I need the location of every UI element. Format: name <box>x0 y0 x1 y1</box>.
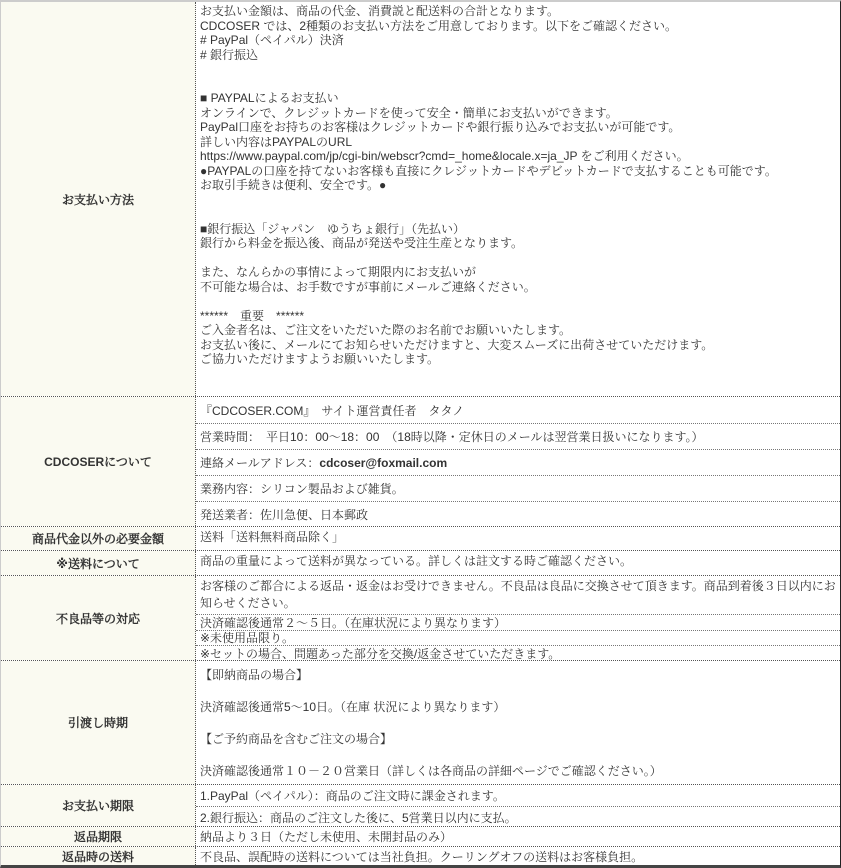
text-line: お支払い後に、メールにてお知らせいただけますと、大変スムーズに出荷させていただけます。 <box>200 337 714 352</box>
text-line: PayPal口座をお持ちのお客様はクレジットカードや銀行振り込みでお支払いが可能です。 <box>200 120 681 134</box>
text-line: 【ご予約商品を含むご注文の場合】 <box>200 732 393 746</box>
business-hours-line: 営業時間： 平日10：00～18：00 （18時以降・定休日のメールは翌営業日扱いになります。） <box>196 423 840 449</box>
contact-email-address: cdcoser@foxmail.com <box>319 455 448 470</box>
text-line <box>200 294 836 309</box>
row-payment-method <box>1 2 840 396</box>
return-shipping-cost-header: 返品時の送料 <box>1 847 196 865</box>
defective-set-policy-line: ※セットの場合、問題あった部分を交換/返金させていただきます。 <box>196 645 840 660</box>
return-deadline-text: 納品より３日（ただし未使用、未開封品のみ） <box>200 830 453 844</box>
text-line: また、なんらかの事情によって期限内にお支払いが <box>200 265 477 279</box>
return-deadline-content <box>196 827 840 846</box>
row-about-cdcoser <box>1 396 840 526</box>
text-line: お支払い金額は、商品の代金、消費説と配送料の合計となります。 <box>200 4 560 18</box>
payment-method-content <box>196 2 840 396</box>
payment-deadline-content <box>196 785 840 826</box>
text-line <box>200 715 836 731</box>
payment-deadline-bank-line: 2.銀行振込：商品のご注文した後に、5営業日以内に支払。 <box>196 806 840 826</box>
row-return-shipping-cost <box>1 846 840 865</box>
text-line: 決済確認後通常5～10日。（在庫 状況により異なります） <box>200 700 506 714</box>
shipping-note-content <box>196 551 840 575</box>
defective-items-header: 不良品等の対応 <box>1 576 196 660</box>
text-line: オンラインで、クレジットカードを使って安全・簡単にお支払いができます。 <box>200 105 618 120</box>
extra-fees-content <box>196 527 840 550</box>
text-line <box>200 207 836 222</box>
text-line: # PayPal（ペイパル）決済 <box>200 33 344 47</box>
payment-method-header: お支払い方法 <box>1 2 196 396</box>
text-line: ご協力いただけますようお願いいたします。 <box>200 352 440 366</box>
text-line: 銀行から料金を振込後、商品が発送や受注生産となります。 <box>200 236 524 250</box>
return-shipping-cost-text: 不良品、誤配時の送料については当社負担。クーリングオフの送料はお客様負担。 <box>200 850 644 864</box>
text-line: 詳しい内容はPAYPALのURL <box>200 134 353 149</box>
text-line <box>200 251 836 266</box>
payment-deadline-paypal-line: 1.PayPal（ペイパル）：商品のご注文時に課金されます。 <box>200 789 505 803</box>
text-line: ■ PAYPALによるお支払い <box>200 91 339 105</box>
shipping-carrier-line: 発送業者：佐川急便、日本郵政 <box>196 501 840 526</box>
text-line: ****** 重要 ****** <box>200 308 305 323</box>
defective-unused-only-line: ※未使用品限り。 <box>196 630 840 645</box>
row-extra-fees <box>1 526 840 550</box>
text-line: ●PAYPALの口座を持てないお客様も直接にクレジットカードやデビットカードで支払することも可能です。 <box>200 163 777 178</box>
row-payment-deadline <box>1 784 840 826</box>
delivery-time-content <box>196 661 840 784</box>
text-line <box>200 62 836 77</box>
delivery-time-header: 引渡し時期 <box>1 661 196 784</box>
extra-fees-text: 送料「送料無料商品除く」 <box>200 530 345 544</box>
text-line <box>200 747 836 763</box>
return-shipping-cost-content <box>196 847 840 865</box>
text-line: ご入金者名は、ご注文をいただいた際のお名前でお願いいたします。 <box>200 323 572 337</box>
row-return-deadline <box>1 826 840 846</box>
text-line: 決済確認後通常１０－２０営業日（詳しくは各商品の詳細ページでご確認ください。） <box>200 764 662 778</box>
row-shipping-note <box>1 550 840 575</box>
text-line: https://www.paypal.com/jp/cgi-bin/webscr?cmd=_home&locale.x=ja_JP をご利用ください。 <box>200 149 689 163</box>
defective-policy-line: お客様のご都合による返品・返金はお受けできません。不良品は良品に交換させて頂きます。商品到着後３日以内にお知らせください。 <box>200 579 836 610</box>
text-line: 不可能な場合は、お手数ですが事前にメールご連絡ください。 <box>200 279 536 294</box>
text-line: お取引手続きは便利、安全です。● <box>200 178 387 192</box>
defective-exchange-time-line: 決済確認後通常２～５日。（在庫状況により異なります） <box>196 614 840 630</box>
about-cdcoser-content <box>196 397 840 526</box>
text-line <box>200 683 836 699</box>
text-line: CDCOSER では、2種類のお支払い方法をご用意しております。以下をご確認ください。 <box>200 18 678 33</box>
about-cdcoser-header: CDCOSERについて <box>1 397 196 526</box>
defective-items-content <box>196 576 840 660</box>
row-defective-items <box>1 575 840 660</box>
text-line <box>200 77 836 92</box>
text-line: ■銀行振込「ジャパン ゆうちょ銀行」（先払い） <box>200 221 466 236</box>
shipping-note-text: 商品の重量によって送料が異なっている。詳しくは註文する時ご確認ください。 <box>200 554 633 568</box>
contact-email-line <box>196 449 840 475</box>
text-line: # 銀行振込 <box>200 47 259 62</box>
text-line: 【即納商品の場合】 <box>200 668 309 682</box>
row-delivery-time <box>1 660 840 784</box>
return-deadline-header: 返品期限 <box>1 827 196 846</box>
contact-email-label: 連絡メールアドレス： <box>200 456 320 470</box>
shipping-note-header: ※送料について <box>1 551 196 575</box>
text-line <box>200 193 836 208</box>
site-operator-line: 『CDCOSER.COM』 サイト運営責任者 タタノ <box>200 403 465 418</box>
payment-deadline-header: お支払い期限 <box>1 785 196 826</box>
extra-fees-header: 商品代金以外の必要金額 <box>1 527 196 550</box>
business-description-line: 業務内容：シリコン製品および雑貨。 <box>196 475 840 501</box>
